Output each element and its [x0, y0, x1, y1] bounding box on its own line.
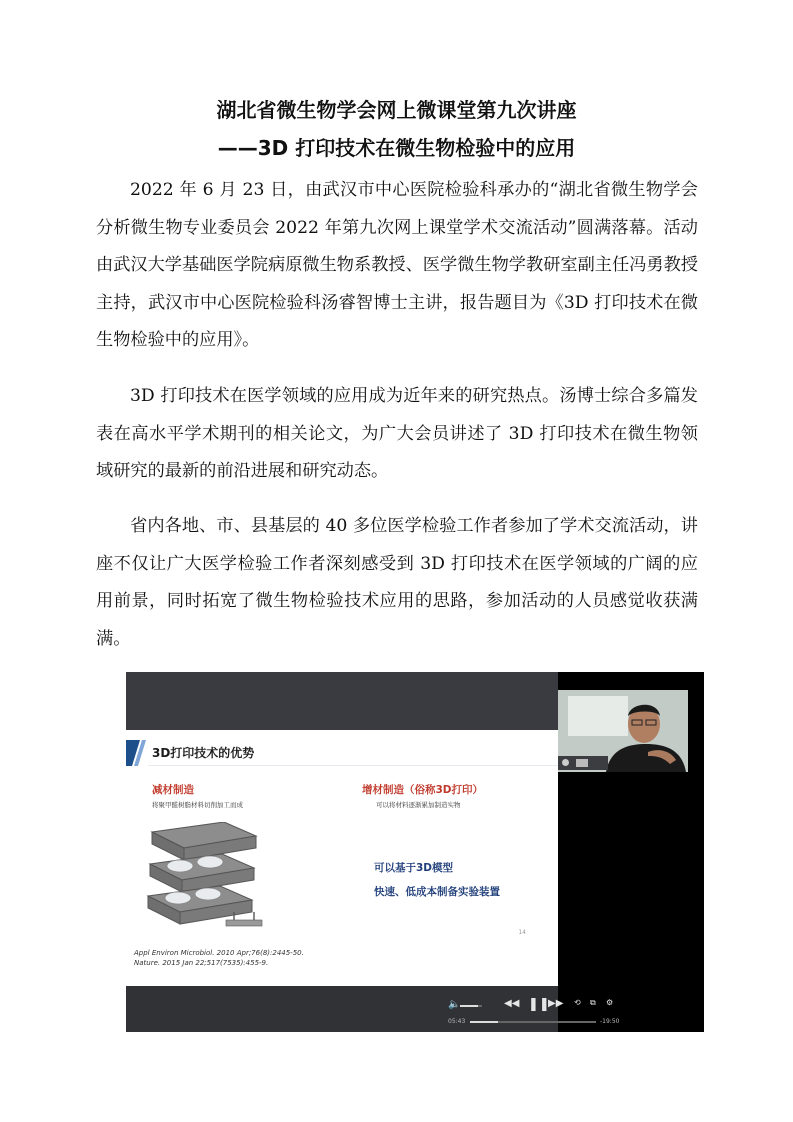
slide-left-sub: 将聚甲醛树脂材料切削加工而成 — [152, 801, 243, 809]
video-top-bar — [126, 672, 558, 730]
progress-fill — [470, 1021, 498, 1023]
slide-page-number: 14 — [518, 929, 526, 936]
paragraph-text: 3D 打印技术在医学领域的应用成为近年来的研究热点。汤博士综合多篇发表在高水平学术期刊的相关论文，为广大会员讲述了 3D 打印技术在微生物领域研究的最新的前沿进展和研究动态。 — [96, 386, 698, 481]
camera-icon — [576, 759, 588, 767]
slide-right-sub: 可以将材料逐渐累加制造实物 — [376, 801, 461, 809]
volume-level — [460, 1005, 478, 1007]
slide-title: 3D打印技术的优势 — [152, 746, 255, 760]
settings-icon[interactable]: ⚙ — [606, 998, 614, 1007]
paragraph-text: 2022 年 6 月 23 日，由武汉市中心医院检验科承办的“湖北省微生物学会分析微生物专业委员会 2022 年第九次网上课堂学术交流活动”圆满落幕。活动由武汉大学基础医学院病原微生物系教授、医学微生物学教研室副主任冯勇教授主持，武汉市中心医院检验科汤睿智博士主讲，报告题目为《3D 打印技术在微生物检验中的应用》。 — [96, 180, 698, 350]
presentation-slide — [126, 730, 558, 986]
rewind-icon[interactable]: ◀◀ — [504, 998, 520, 1009]
slide-citation-2: Nature. 2015 Jan 22;517(7535):455-9. — [134, 959, 269, 967]
paragraph-text: 省内各地、市、县基层的 40 多位医学检验工作者参加了学术交流活动，讲座不仅让广大医学检验工作者深刻感受到 3D 打印技术在医学领域的广阔的应用前景，同时拓宽了微生物检验技术应用的思路，参加活动的人员感觉收获满满。 — [96, 516, 698, 649]
article-title-line2: ——3D 打印技术在微生物检验中的应用 — [217, 136, 576, 160]
pip-icon[interactable]: ⧉ — [590, 998, 596, 1007]
device-screw-image — [224, 910, 266, 932]
lecture-video-screenshot — [126, 672, 704, 1032]
video-player-controls — [444, 997, 624, 1029]
article-paragraph-1 — [96, 172, 698, 360]
slide-right-heading: 增材制造（俗称3D打印） — [362, 784, 484, 796]
speed-icon[interactable]: ⟲ — [574, 998, 581, 1007]
slide-left-heading: 减材制造 — [152, 784, 194, 796]
forward-icon[interactable]: ▶▶ — [548, 998, 564, 1009]
slide-citation-1: Appl Environ Microbiol. 2010 Apr;76(8):2445-50. — [134, 949, 304, 957]
elapsed-time: 05:43 — [448, 1018, 466, 1025]
slide-point-1: 可以基于3D模型 — [374, 862, 454, 874]
remaining-time: -19:50 — [600, 1018, 620, 1025]
slide-header — [126, 736, 558, 766]
article-title-line1: 湖北省微生物学会网上微课堂第九次讲座 — [216, 98, 577, 122]
webcam-status-bar — [558, 756, 608, 770]
volume-icon[interactable]: 🔈 — [448, 999, 461, 1010]
pause-icon[interactable]: ❚❚ — [528, 997, 550, 1012]
article-paragraph-3 — [96, 508, 698, 658]
slide-point-2: 快速、低成本制备实验装置 — [374, 886, 500, 898]
article-paragraph-2 — [96, 378, 698, 491]
mic-icon — [562, 759, 569, 766]
